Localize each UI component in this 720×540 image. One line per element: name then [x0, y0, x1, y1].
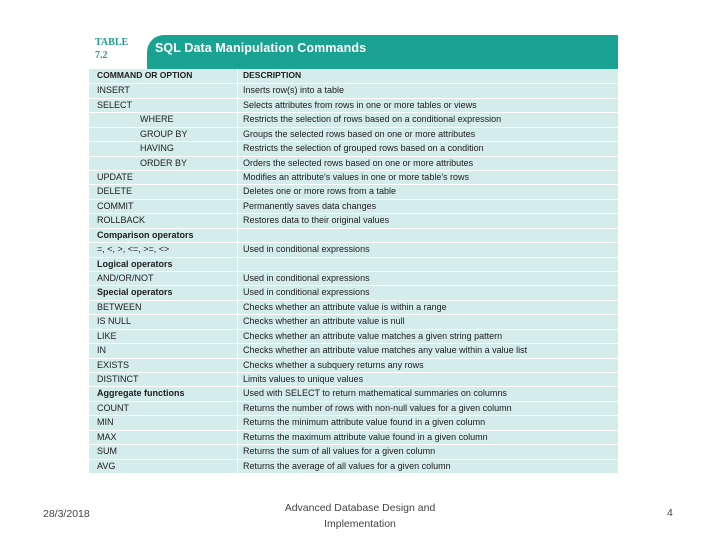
command-cell: ROLLBACK	[97, 215, 146, 226]
table-label-number: 7.2	[95, 50, 108, 61]
description-cell: Groups the selected rows based on one or more attributes	[243, 128, 476, 139]
command-cell: UPDATE	[97, 172, 133, 182]
table-row	[89, 314, 618, 328]
command-cell: DELETE	[97, 186, 133, 197]
command-cell: BETWEEN	[97, 301, 142, 312]
description-cell: Used in conditional expressions	[243, 244, 370, 255]
description-cell	[243, 258, 615, 271]
description-cell: Returns the number of rows with non-null values for a given column	[243, 402, 512, 413]
table-row	[89, 213, 618, 227]
table-row	[89, 415, 618, 429]
command-cell: AND/OR/NOT	[97, 273, 154, 283]
command-cell: IS NULL	[97, 316, 132, 327]
command-cell: ORDER BY	[140, 157, 188, 168]
description-cell: Used in conditional expressions	[243, 287, 370, 298]
table-row	[89, 199, 618, 213]
table-row	[89, 358, 618, 372]
description-cell: Restricts the selection of rows based on a conditional expression	[243, 114, 502, 125]
description-cell: Returns the minimum attribute value found in a given column	[243, 417, 486, 428]
description-cell: Limits values to unique values	[243, 374, 364, 384]
table-row	[89, 329, 618, 343]
description-cell: Inserts row(s) into a table	[243, 85, 345, 96]
table-row	[89, 430, 618, 444]
command-cell: COMMIT	[97, 200, 134, 211]
command-cell: SUM	[97, 446, 117, 457]
table-body	[89, 69, 618, 473]
description-cell: Returns the maximum attribute value found in a given column	[243, 431, 488, 442]
command-cell: WHERE	[140, 114, 174, 125]
command-cell: Comparison operators	[97, 229, 194, 240]
table-row	[89, 300, 618, 314]
footer-date: 28/3/2018	[43, 508, 90, 520]
command-cell: INSERT	[97, 85, 130, 96]
table-header	[89, 35, 618, 69]
description-cell: Deletes one or more rows from a table	[243, 186, 397, 197]
description-cell	[243, 229, 615, 242]
table-row	[89, 401, 618, 415]
command-cell: Aggregate functions	[97, 388, 185, 399]
command-cell: MAX	[97, 431, 117, 442]
command-cell: EXISTS	[97, 359, 130, 370]
table-row	[89, 112, 618, 126]
table-row	[89, 459, 618, 473]
table-row	[89, 444, 618, 458]
table-row	[89, 184, 618, 198]
description-cell: Returns the average of all values for a given column	[243, 460, 451, 471]
command-cell: =, <, >, <=, >=, <>	[97, 244, 170, 255]
table-row	[89, 271, 618, 285]
command-cell: AVG	[97, 460, 116, 471]
table-row	[89, 83, 618, 97]
command-cell: COUNT	[97, 402, 129, 413]
table-row	[89, 156, 618, 170]
table-title: SQL Data Manipulation Commands	[155, 41, 367, 55]
description-cell: Orders the selected rows based on one or more attributes	[243, 157, 474, 168]
footer-title-line2: Implementation	[324, 518, 396, 530]
description-cell: Selects attributes from rows in one or more tables or views	[243, 99, 477, 110]
description-cell: Checks whether an attribute value matches a given string pattern	[243, 330, 503, 341]
table-header-row	[89, 69, 618, 83]
table-row	[89, 98, 618, 112]
description-cell: Checks whether an attribute value matches any value within a value list	[243, 345, 528, 356]
description-cell: Checks whether an attribute value is null	[243, 316, 405, 327]
description-cell: Used with SELECT to return mathematical summaries on columns	[243, 388, 507, 399]
command-cell: LIKE	[97, 330, 117, 341]
command-cell: DISTINCT	[97, 374, 139, 384]
table-row	[89, 257, 618, 271]
table-row	[89, 285, 618, 299]
column-header-command: COMMAND OR OPTION	[97, 70, 193, 80]
footer-title-line1: Advanced Database Design and	[284, 502, 436, 514]
column-divider	[237, 69, 238, 473]
sql-commands-table	[89, 35, 618, 480]
title-band	[147, 35, 618, 69]
table-label-word: TABLE	[95, 37, 129, 48]
table-number-label	[95, 36, 147, 68]
description-cell: Restores data to their original values	[243, 215, 390, 226]
table-row	[89, 372, 618, 386]
table-row	[89, 141, 618, 155]
column-header-description: DESCRIPTION	[243, 70, 302, 80]
table-row	[89, 242, 618, 256]
description-cell: Modifies an attribute's values in one or more table's rows	[243, 172, 470, 182]
description-cell: Checks whether a subquery returns any rows	[243, 359, 424, 370]
command-cell: GROUP BY	[140, 128, 188, 139]
footer-title	[270, 500, 450, 532]
table-row	[89, 386, 618, 400]
command-cell: Logical operators	[97, 258, 173, 269]
description-cell: Permanently saves data changes	[243, 200, 377, 211]
page-number: 4	[667, 507, 673, 519]
table-row	[89, 127, 618, 141]
table-row	[89, 228, 618, 242]
command-cell: MIN	[97, 417, 114, 428]
description-cell: Restricts the selection of grouped rows based on a condition	[243, 143, 484, 154]
description-cell: Returns the sum of all values for a given column	[243, 446, 436, 457]
table-row	[89, 343, 618, 357]
command-cell: IN	[97, 345, 106, 356]
command-cell: SELECT	[97, 99, 133, 110]
command-cell: HAVING	[140, 143, 174, 154]
table-row	[89, 170, 618, 184]
command-cell: Special operators	[97, 287, 173, 298]
description-cell: Checks whether an attribute value is within a range	[243, 301, 447, 312]
description-cell: Used in conditional expressions	[243, 273, 370, 283]
